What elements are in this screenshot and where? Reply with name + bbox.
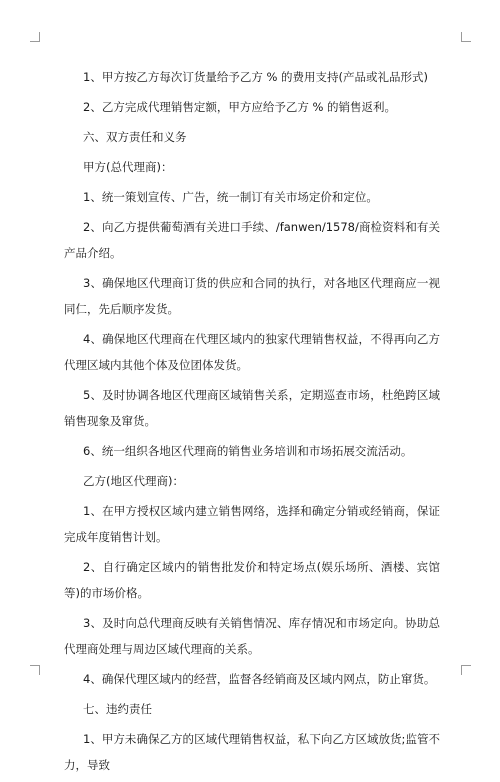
paragraph: 1、甲方按乙方每次订货量给予乙方 % 的费用支持(产品或礼品形式) <box>83 70 429 84</box>
crop-mark-bottom-left <box>30 665 40 675</box>
paragraph: 1、统一策划宣传、广告，统一制订有关市场定价和定位。 <box>83 190 378 204</box>
paragraph: 3、确保地区代理商订货的供应和合同的执行，对各地区代理商应一视同仁，先后顺序发货。 <box>64 276 440 316</box>
document-body <box>64 64 440 782</box>
paragraph: 1、甲方未确保乙方的区域代理销售权益，私下向乙方区域放货;监管不力，导致 <box>64 732 440 772</box>
paragraph: 2、自行确定区域内的销售批发价和特定场点(娱乐场所、酒楼、宾馆等)的市场价格。 <box>64 560 440 600</box>
section-heading: 六、双方责任和义务 <box>83 130 187 144</box>
crop-mark-top-right <box>461 32 471 42</box>
paragraph: 5、及时协调各地区代理商区域销售关系，定期巡查市场，杜绝跨区域销售现象及窜货。 <box>64 388 440 428</box>
paragraph: 2、乙方完成代理销售定额，甲方应给予乙方 % 的销售返利。 <box>83 100 397 114</box>
crop-mark-top-left <box>30 32 40 42</box>
party-heading: 乙方(地区代理商)： <box>83 474 184 488</box>
paragraph: 1、在甲方授权区域内建立销售网络，选择和确定分销或经销商，保证完成年度销售计划。 <box>64 504 440 544</box>
section-heading: 七、违约责任 <box>83 702 152 716</box>
paragraph: 2、向乙方提供葡萄酒有关进口手续、/fanwen/1578/商检资料和有关产品介绍。 <box>64 220 440 260</box>
paragraph: 4、确保代理区域内的经营，监督各经销商及区域内网点，防止窜货。 <box>83 672 436 686</box>
crop-mark-bottom-right <box>461 665 471 675</box>
paragraph: 3、及时向总代理商反映有关销售情况、库存情况和市场定向。协助总代理商处理与周边区域代理商的关系。 <box>64 616 440 656</box>
paragraph: 4、确保地区代理商在代理区域内的独家代理销售权益，不得再向乙方代理区域内其他个体及位团体发货。 <box>64 332 440 372</box>
party-heading: 甲方(总代理商)： <box>83 160 173 174</box>
paragraph: 6、统一组织各地区代理商的销售业务培训和市场拓展交流活动。 <box>83 444 413 458</box>
